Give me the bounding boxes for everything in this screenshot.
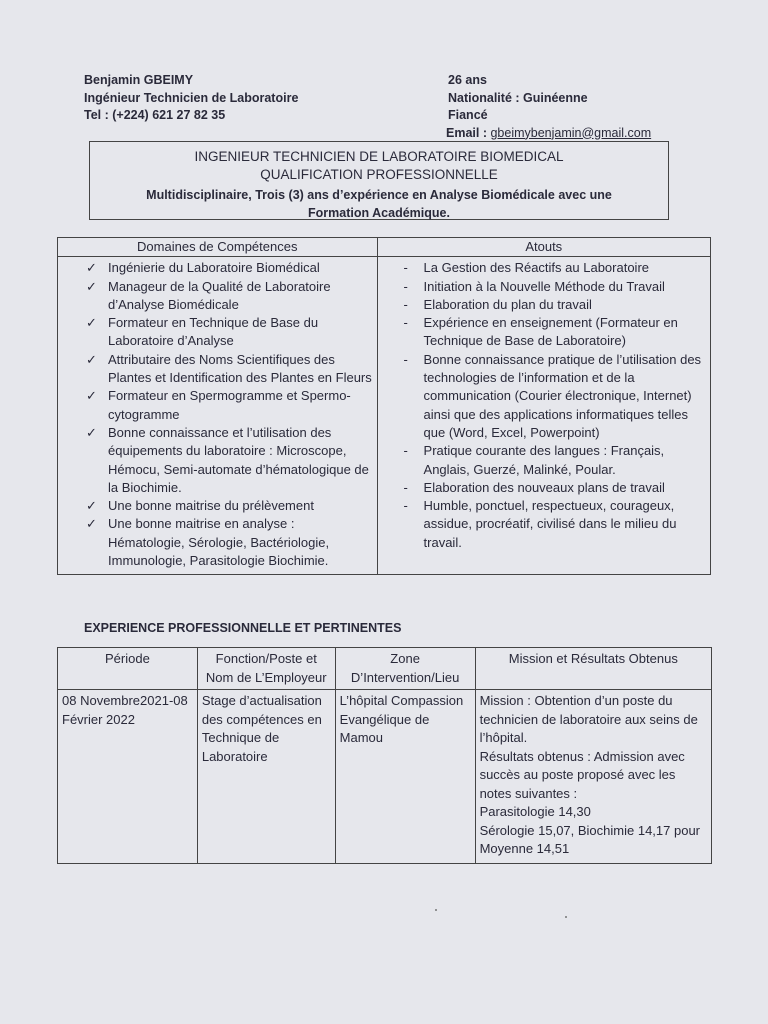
domaine-item: ✓ Ingénierie du Laboratoire Biomédical <box>62 259 373 277</box>
domaine-item: ✓ Formateur en Technique de Base du Laboratoire d’Analyse <box>62 314 373 351</box>
atout-item: - Expérience en enseignement (Formateur en Technique de Base de Laboratoire) <box>382 314 706 351</box>
domaine-item: ✓ Bonne connaissance et l’utilisation des équipements du laboratoire : Microscope, Hémocu, Semi-automate d’hématologique de la Biochimie. <box>62 424 373 497</box>
atouts-header: Atouts <box>377 238 710 257</box>
qualification-title: QUALIFICATION PROFESSIONNELLE <box>260 167 498 182</box>
result-grade: Parasitologie 14,30 <box>479 804 591 819</box>
age: 26 ans <box>448 73 487 87</box>
domaine-item: ✓ Attributaire des Noms Scientifiques des Plantes et Identification des Plantes en Fleurs <box>62 351 373 388</box>
summary-text: Multidisciplinaire, Trois (3) ans d’expérience en Analyse Biomédicale avec une Formation Académique. <box>146 188 612 220</box>
periode-header: Période <box>58 648 198 690</box>
email-link[interactable]: gbeimybenjamin@gmail.com <box>490 125 652 140</box>
domaine-item: ✓ Une bonne maitrise du prélèvement <box>62 497 373 515</box>
atout-item: - Elaboration des nouveaux plans de travail <box>382 479 706 497</box>
domaine-item: ✓ Formateur en Spermogramme et Spermo-cytogramme <box>62 387 373 424</box>
email-line <box>446 125 651 143</box>
mission-text: Mission : Obtention d’un poste du technicien de laboratoire aux seins de l’hôpital. <box>479 693 698 745</box>
person-name: Benjamin GBEIMY <box>84 73 194 87</box>
marital-status: Fiancé <box>448 108 488 122</box>
results-text: Résultats obtenus : Admission avec succès au poste proposé avec les notes suivantes : <box>479 748 685 801</box>
domaine-item: ✓ Une bonne maitrise en analyse : Hématologie, Sérologie, Bactériologie, Immunologie, Parasitologie Biochimie. <box>62 515 373 570</box>
mission-header: Mission et Résultats Obtenus <box>475 648 711 690</box>
experience-section-title: EXPERIENCE PROFESSIONNELLE ET PERTINENTES <box>84 621 402 635</box>
atout-item: - Bonne connaissance pratique de l’utilisation des technologies de l’information et de la communication (Courier électronique, Internet) ainsi que des applications informatiques telles que (Word, Excel, Powerpoint) <box>382 351 706 442</box>
atout-item: - Pratique courante des langues : Français, Anglais, Guerzé, Malinké, Poular. <box>382 442 706 479</box>
domaines-cell <box>58 257 378 575</box>
atout-item: - Elaboration du plan du travail <box>382 296 706 314</box>
scan-speck <box>435 909 437 911</box>
experience-table <box>57 647 712 864</box>
zone-header: Zone D’Intervention/Lieu <box>335 648 475 690</box>
title-box <box>89 141 669 220</box>
header-identity <box>84 72 298 125</box>
fonction-cell: Stage d’actualisation des compétences en Technique de Laboratoire <box>197 690 335 864</box>
fonction-header: Fonction/Poste et Nom de L’Employeur <box>197 648 335 690</box>
atout-item: - Initiation à la Nouvelle Méthode du Travail <box>382 278 706 296</box>
atouts-cell <box>377 257 710 575</box>
atout-item: - Humble, ponctuel, respectueux, courageux, assidue, procréatif, civilisé dans le milieu du travail. <box>382 497 706 552</box>
mission-cell <box>475 690 711 864</box>
header-personal <box>448 72 651 142</box>
scan-speck <box>565 916 567 918</box>
domaines-list <box>62 259 373 570</box>
domaines-header: Domaines de Compétences <box>58 238 378 257</box>
table-row <box>58 690 712 864</box>
atout-item: - La Gestion des Réactifs au Laboratoire <box>382 259 706 277</box>
zone-cell: L’hôpital Compassion Evangélique de Mamou <box>335 690 475 864</box>
email-label: Email : <box>446 125 491 140</box>
domaine-item: ✓ Manageur de la Qualité de Laboratoire d’Analyse Biomédicale <box>62 278 373 315</box>
phone-number: Tel : (+224) 621 27 82 35 <box>84 108 226 122</box>
job-title: Ingénieur Technicien de Laboratoire <box>84 90 299 105</box>
nationality: Nationalité : Guinéenne <box>448 90 588 105</box>
atouts-list <box>382 259 706 552</box>
periode-cell: 08 Novembre2021-08 Février 2022 <box>58 690 198 864</box>
main-title: INGENIEUR TECHNICIEN DE LABORATOIRE BIOMEDICAL <box>194 149 564 164</box>
result-grade: Sérologie 15,07, Biochimie 14,17 pour Moyenne 14,51 <box>479 822 701 856</box>
competences-table <box>57 237 711 575</box>
